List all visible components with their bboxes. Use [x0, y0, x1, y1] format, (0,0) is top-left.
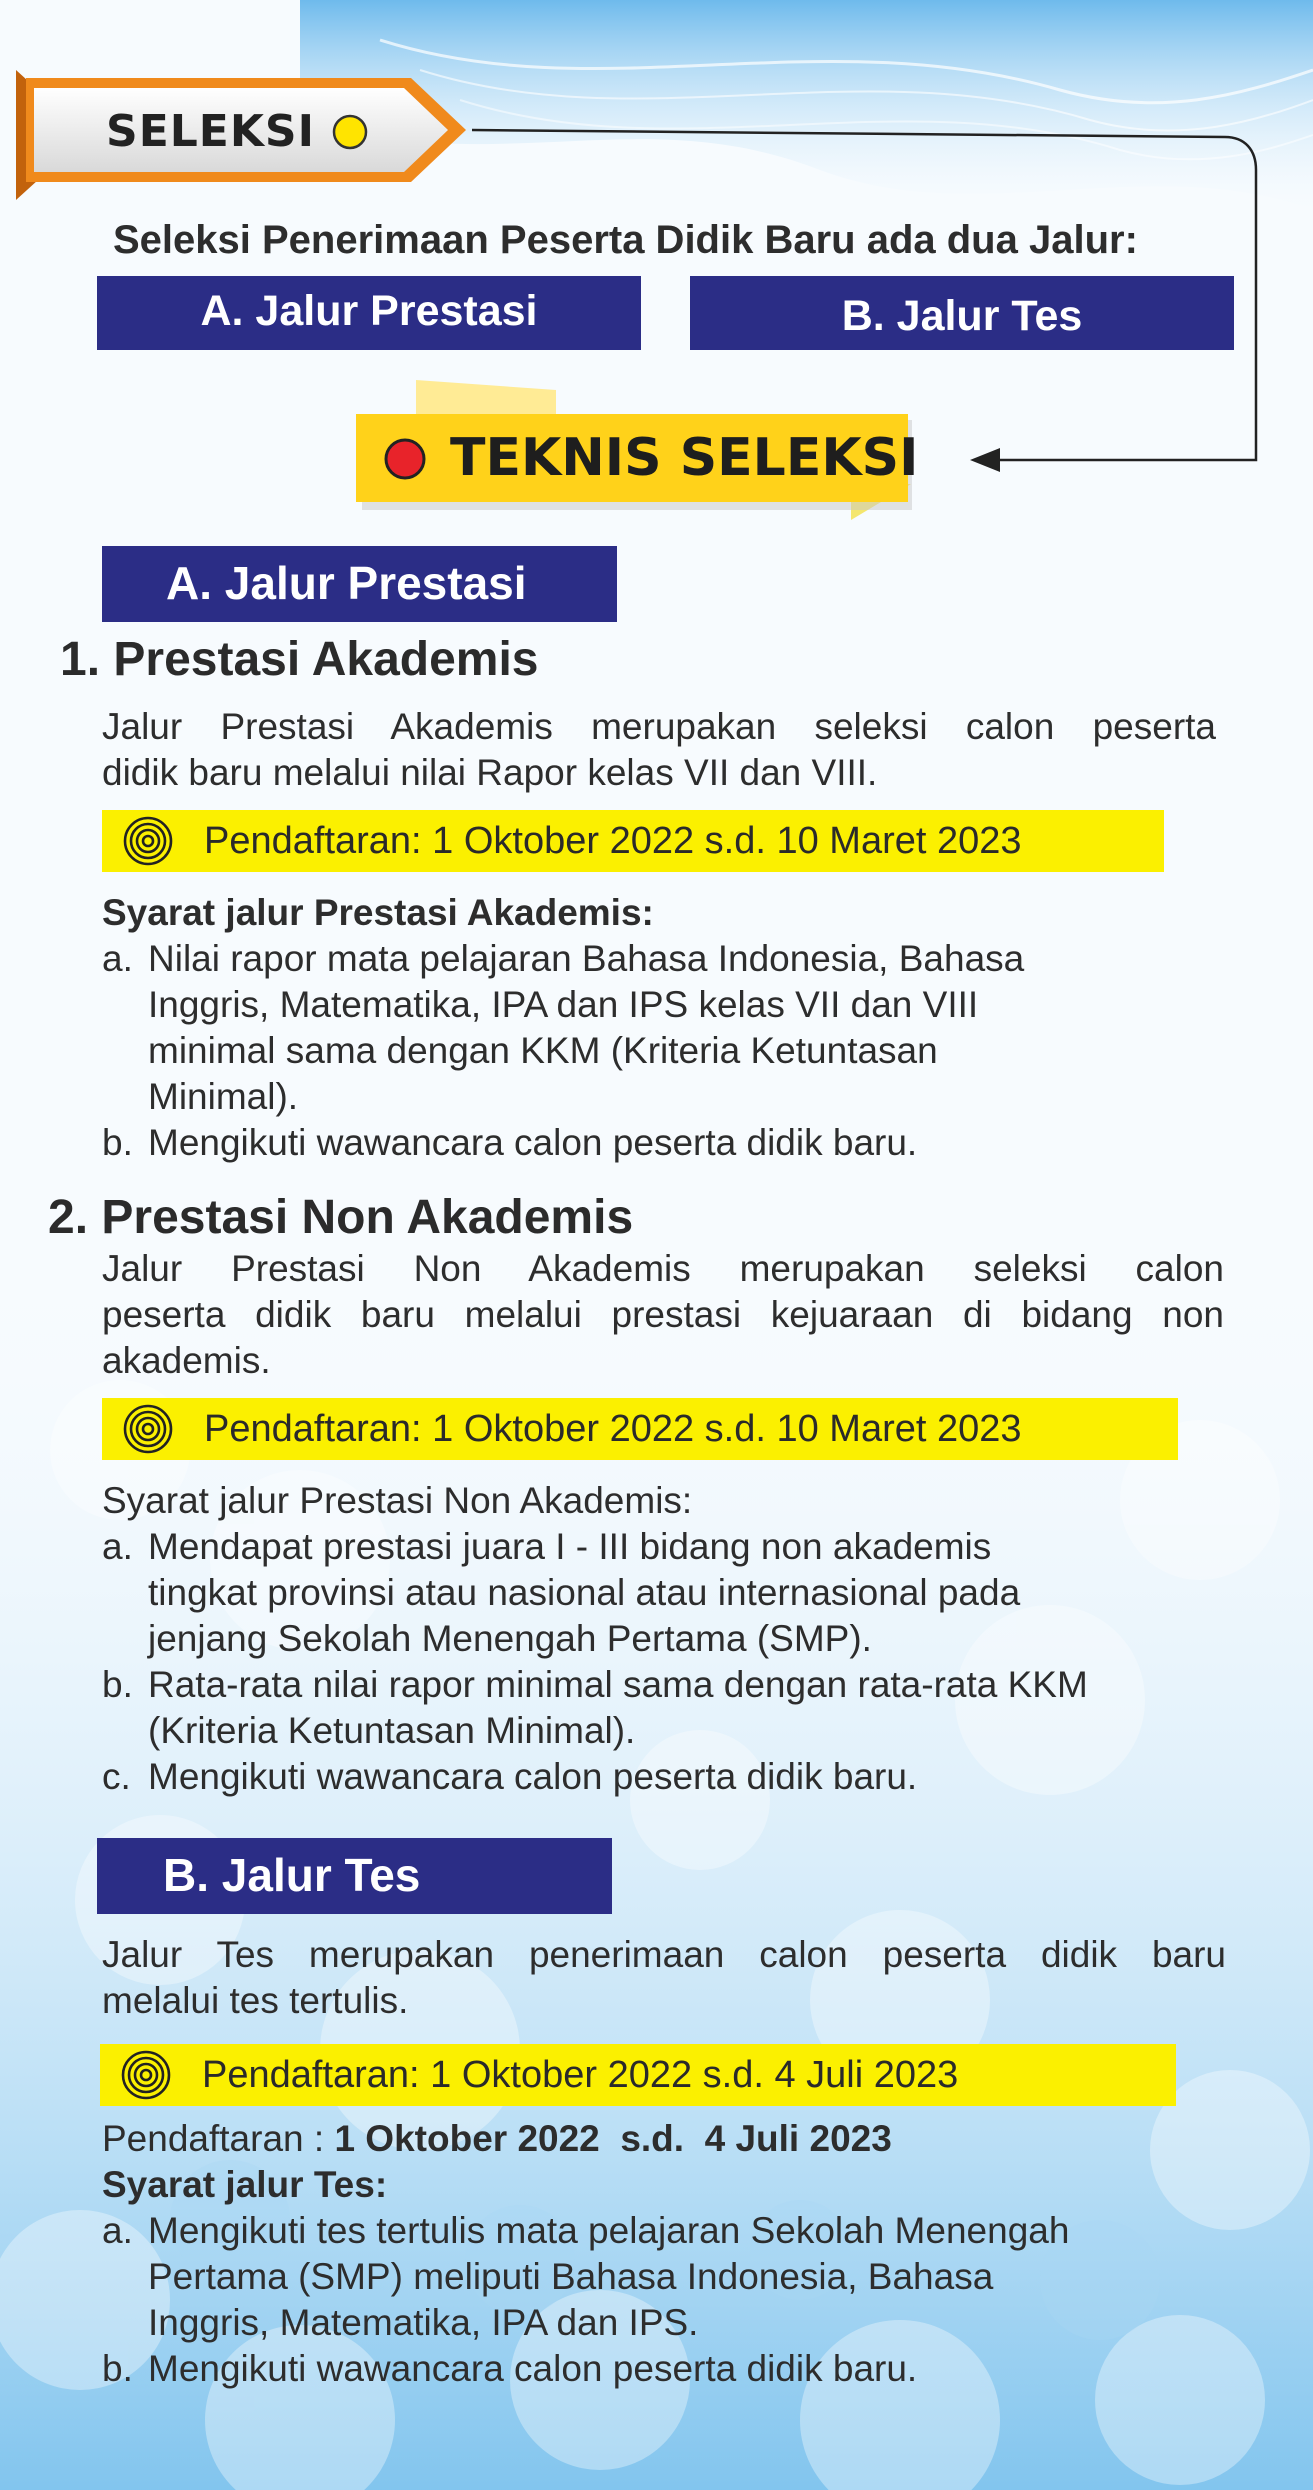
list-line: Minimal). — [148, 1076, 299, 1117]
teknis-seleksi-title: TEKNIS SELEKSI — [450, 428, 919, 488]
desc-prestasi-non-akademis — [102, 1246, 1224, 1384]
desc-line: akademis. — [102, 1340, 271, 1381]
tab-jalur-prestasi: A. Jalur Prestasi — [97, 276, 641, 350]
pendaftaran-text: Pendaftaran: 1 Oktober 2022 s.d. 10 Maret 2023 — [204, 819, 1022, 862]
syarat-prestasi-non-akademis — [102, 1478, 1088, 1800]
spiral-icon — [122, 815, 174, 867]
list-marker: a. — [102, 2210, 133, 2251]
syarat-tes — [102, 2116, 1069, 2392]
list-marker: c. — [102, 1756, 131, 1797]
list-line: Mengikuti wawancara calon peserta didik baru. — [148, 1756, 918, 1797]
intro-text: Seleksi Penerimaan Peserta Didik Baru ada dua Jalur: — [113, 218, 1138, 262]
pendaftaran-text: Pendaftaran: 1 Oktober 2022 s.d. 4 Juli 2023 — [202, 2053, 959, 2096]
list-marker: b. — [102, 1664, 133, 1705]
desc-tes — [102, 1932, 1226, 2024]
heading-prestasi-non-akademis: 2. Prestasi Non Akademis — [48, 1191, 634, 1244]
list-line: Inggris, Matematika, IPA dan IPS. — [148, 2302, 699, 2343]
ribbon-label: SELEKSI — [106, 106, 315, 157]
pendaftaran-label: Pendaftaran : — [102, 2118, 335, 2159]
spiral-icon — [122, 1403, 174, 1455]
list-item — [102, 1120, 1024, 1166]
list-item — [102, 2346, 1069, 2392]
list-item — [102, 2208, 1069, 2346]
list-line: Mengikuti wawancara calon peserta didik baru. — [148, 1122, 918, 1163]
syarat-title: Syarat jalur Tes: — [102, 2164, 388, 2205]
pendaftaran-bar-akademis — [102, 810, 1164, 872]
pendaftaran-bar-non-akademis — [102, 1398, 1178, 1460]
desc-line: peserta didik baru melalui prestasi kejuaraan di bidang non — [102, 1294, 1224, 1335]
list-line: Mengikuti tes tertulis mata pelajaran Sekolah Menengah — [148, 2210, 1070, 2251]
section-title-tes: B. Jalur Tes — [97, 1838, 612, 1914]
list-line: tingkat provinsi atau nasional atau internasional pada — [148, 1572, 1021, 1613]
syarat-title: Syarat jalur Prestasi Non Akademis: — [102, 1480, 693, 1521]
list-line: Rata-rata nilai rapor minimal sama dengan rata-rata KKM — [148, 1664, 1088, 1705]
list-line: jenjang Sekolah Menengah Pertama (SMP). — [148, 1618, 872, 1659]
desc-line: didik baru melalui nilai Rapor kelas VII dan VIII. — [102, 752, 878, 793]
list-line: Mengikuti wawancara calon peserta didik baru. — [148, 2348, 918, 2389]
heading-prestasi-akademis: 1. Prestasi Akademis — [60, 633, 539, 686]
desc-line: Jalur Prestasi Non Akademis merupakan seleksi calon — [102, 1248, 1224, 1289]
spiral-icon — [120, 2049, 172, 2101]
list-line: Inggris, Matematika, IPA dan IPS kelas VII dan VIII — [148, 984, 979, 1025]
list-marker: b. — [102, 1122, 133, 1163]
list-marker: b. — [102, 2348, 133, 2389]
desc-prestasi-akademis — [102, 704, 1216, 796]
pendaftaran-text: Pendaftaran: 1 Oktober 2022 s.d. 10 Maret 2023 — [204, 1407, 1022, 1450]
list-marker: a. — [102, 938, 133, 979]
list-line: Mendapat prestasi juara I - III bidang non akademis — [148, 1526, 992, 1567]
syarat-title: Syarat jalur Prestasi Akademis: — [102, 892, 654, 933]
list-item — [102, 1662, 1088, 1754]
desc-line: Jalur Prestasi Akademis merupakan seleksi calon peserta — [102, 706, 1216, 747]
list-line: Nilai rapor mata pelajaran Bahasa Indonesia, Bahasa — [148, 938, 1025, 979]
list-marker: a. — [102, 1526, 133, 1567]
desc-line: Jalur Tes merupakan penerimaan calon peserta didik baru — [102, 1934, 1226, 1975]
list-item — [102, 1754, 1088, 1800]
syarat-prestasi-akademis — [102, 890, 1024, 1166]
list-item — [102, 1524, 1088, 1662]
list-item — [102, 936, 1024, 1120]
pendaftaran-value: 1 Oktober 2022 s.d. 4 Juli 2023 — [334, 2118, 892, 2159]
list-line: (Kriteria Ketuntasan Minimal). — [148, 1710, 636, 1751]
pendaftaran-bar-tes — [100, 2044, 1176, 2106]
tab-jalur-tes: B. Jalur Tes — [690, 276, 1234, 350]
pendaftaran-line — [102, 2116, 1069, 2162]
section-title-prestasi: A. Jalur Prestasi — [102, 546, 617, 622]
list-line: Pertama (SMP) meliputi Bahasa Indonesia, Bahasa — [148, 2256, 994, 2297]
red-dot-icon — [382, 436, 428, 482]
list-line: minimal sama dengan KKM (Kriteria Ketuntasan — [148, 1030, 938, 1071]
desc-line: melalui tes tertulis. — [102, 1980, 409, 2021]
